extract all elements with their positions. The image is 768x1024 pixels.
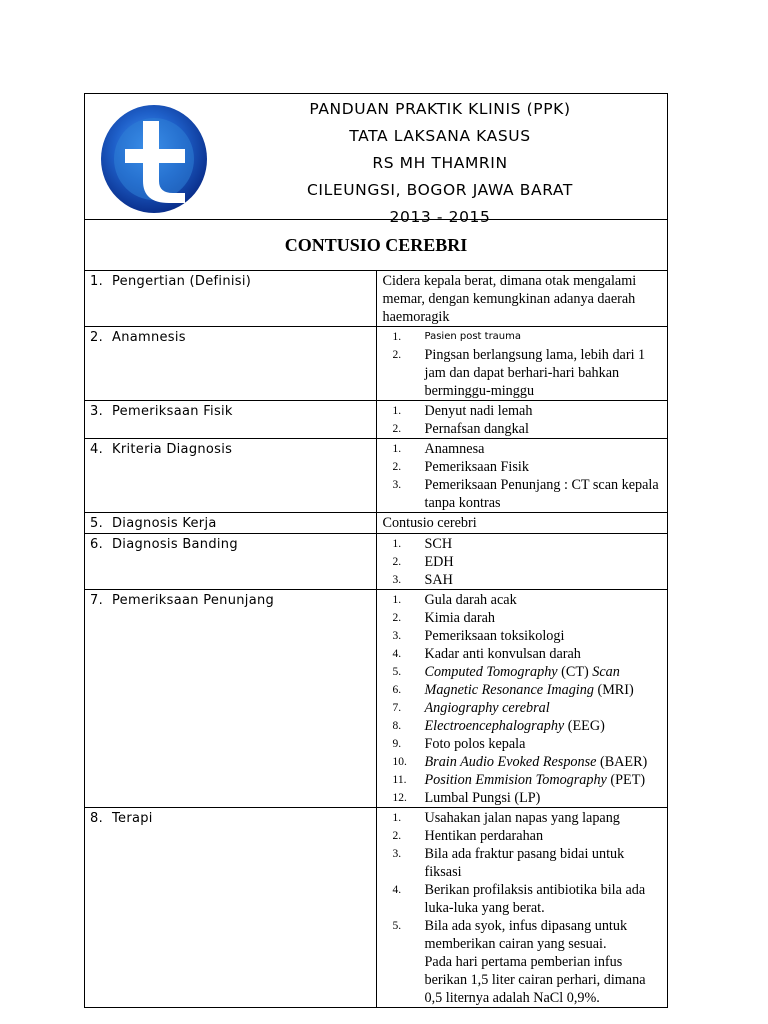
- list-item-number: 2.: [392, 423, 402, 435]
- item-segment: Pernafsan dangkal: [424, 421, 529, 437]
- item-segment: Bila ada syok, infus dipasang untuk memberikan cairan yang sesuai.: [424, 918, 628, 952]
- header-row: [85, 94, 668, 220]
- numbered-list: [383, 328, 662, 400]
- list-item-number: 1.: [392, 443, 402, 455]
- list-item-number: 2.: [392, 556, 402, 568]
- list-item-text: [425, 663, 662, 681]
- list-item-number: 5.: [392, 920, 402, 932]
- section-number: 5.: [90, 516, 104, 531]
- list-item-number: 4.: [392, 884, 402, 896]
- list-item-text: [425, 591, 662, 609]
- list-item-text: [425, 717, 662, 735]
- section-label-cell: [85, 590, 377, 808]
- list-item: [383, 458, 662, 476]
- header-line: 2013 - 2015: [389, 208, 491, 226]
- section-number: 6.: [90, 537, 104, 552]
- item-segment: (MRI): [593, 682, 634, 698]
- section-content-cell: [376, 808, 668, 1008]
- list-item-text: [425, 328, 662, 346]
- section-label-cell: [85, 327, 377, 401]
- item-segment: Kadar anti konvulsan darah: [424, 646, 581, 662]
- list-item-text: [425, 476, 662, 512]
- list-item-number: 7.: [392, 702, 402, 714]
- list-item: [383, 663, 662, 681]
- section-number: 8.: [90, 811, 104, 826]
- section-label: Pemeriksaan Fisik: [112, 404, 233, 419]
- list-item-text: [425, 553, 662, 571]
- list-item-text: [425, 735, 662, 753]
- list-item: [383, 827, 662, 845]
- section-number: 3.: [90, 404, 104, 419]
- list-item-number: 8.: [392, 720, 402, 732]
- list-item-number: 1.: [392, 812, 402, 824]
- item-segment: Berikan profilaksis antibiotika bila ada luka-luka yang berat.: [424, 882, 646, 916]
- list-item-number: 2.: [392, 349, 402, 361]
- list-item-number: 1.: [392, 538, 402, 550]
- item-segment: (BAER): [596, 754, 648, 770]
- item-segment: Denyut nadi lemah: [424, 403, 533, 419]
- list-item-number: 1.: [392, 405, 402, 417]
- numbered-list: [383, 440, 662, 512]
- section-content-cell: [376, 534, 668, 590]
- italic-term: Electroencephalography: [424, 718, 565, 734]
- hospital-logo-icon: [99, 103, 209, 215]
- list-item: [383, 440, 662, 458]
- list-item-number: 9.: [392, 738, 402, 750]
- list-item: [383, 535, 662, 553]
- item-segment: Pingsan berlangsung lama, lebih dari 1 jam dan dapat berhari-hari bahkan berminggu-minggu: [424, 347, 646, 399]
- section-content-cell: [376, 401, 668, 439]
- list-item-number: 10.: [392, 756, 407, 768]
- list-item-text: [425, 458, 662, 476]
- list-item-number: 4.: [392, 648, 402, 660]
- list-item: [383, 881, 662, 917]
- header-line: TATA LAKSANA KASUS: [349, 127, 531, 145]
- document-title: CONTUSIO CEREBRI: [85, 220, 668, 271]
- list-item-text: [425, 809, 662, 827]
- list-item-text: [425, 789, 662, 807]
- section-row: [85, 327, 668, 401]
- list-item-number: 12.: [392, 792, 407, 804]
- section-label-cell: [85, 271, 377, 327]
- item-segment: SCH: [424, 536, 453, 552]
- list-item-number: 5.: [392, 666, 402, 678]
- section-text: Contusio cerebri: [382, 515, 477, 531]
- numbered-list: [383, 402, 662, 438]
- section-row: [85, 513, 668, 534]
- item-segment: Pemeriksaan Penunjang : CT scan kepala tanpa kontras: [424, 477, 659, 511]
- section-label: Kriteria Diagnosis: [112, 442, 233, 457]
- section-label: Pengertian (Definisi): [112, 274, 252, 289]
- section-row: [85, 590, 668, 808]
- item-segment: Usahakan jalan napas yang lapang: [424, 810, 620, 826]
- list-item-number: 2.: [392, 461, 402, 473]
- italic-term: Angiography cerebral: [424, 700, 550, 716]
- section-row: [85, 439, 668, 513]
- list-item: [383, 553, 662, 571]
- header-line: PANDUAN PRAKTIK KLINIS (PPK): [309, 100, 571, 118]
- item-segment: Lumbal Pungsi (LP): [424, 790, 541, 806]
- list-item-text: [425, 645, 662, 663]
- list-item-text: [425, 845, 662, 881]
- section-label: Diagnosis Kerja: [112, 516, 217, 531]
- list-item-number: 2.: [392, 830, 402, 842]
- list-item-text: [425, 346, 662, 400]
- list-item-number: 1.: [392, 594, 402, 606]
- item-segment: Pemeriksaan Fisik: [424, 459, 529, 475]
- section-label-cell: [85, 513, 377, 534]
- list-item-text: [425, 699, 662, 717]
- header-text: [275, 96, 605, 231]
- section-content-cell: [376, 271, 668, 327]
- list-item: [383, 845, 662, 881]
- item-segment: (PET): [606, 772, 646, 788]
- list-item: [383, 789, 662, 807]
- section-row: [85, 401, 668, 439]
- list-item: [383, 809, 662, 827]
- list-item-text: [425, 627, 662, 645]
- section-content-cell: [376, 590, 668, 808]
- section-row: [85, 808, 668, 1008]
- list-item-number: 6.: [392, 684, 402, 696]
- list-item: [383, 346, 662, 400]
- section-number: 2.: [90, 330, 104, 345]
- list-item-text: [425, 571, 662, 589]
- item-segment: Bila ada fraktur pasang bidai untuk fiksasi: [424, 846, 625, 880]
- item-segment: Foto polos kepala: [424, 736, 526, 752]
- list-item-text: [425, 917, 662, 953]
- list-item: [383, 681, 662, 699]
- section-row: [85, 271, 668, 327]
- list-item-number: 3.: [392, 848, 402, 860]
- section-label-cell: [85, 401, 377, 439]
- list-item-number: 2.: [392, 612, 402, 624]
- section-number: 4.: [90, 442, 104, 457]
- list-item-text: [425, 535, 662, 553]
- section-row: [85, 534, 668, 590]
- list-item: [383, 917, 662, 953]
- header-line: RS MH THAMRIN: [372, 154, 508, 172]
- section-label: Diagnosis Banding: [112, 537, 238, 552]
- therapy-note: Pada hari pertama pemberian infus berikan 1,5 liter cairan perhari, dimana 0,5 liternya adalah NaCl 0,9%.: [424, 954, 646, 1006]
- list-item: [383, 571, 662, 589]
- item-segment: Pasien post trauma: [424, 331, 522, 342]
- list-item: [383, 609, 662, 627]
- item-segment: Hentikan perdarahan: [424, 828, 544, 844]
- list-item-text: [425, 681, 662, 699]
- section-label: Pemeriksaan Penunjang: [112, 593, 275, 608]
- item-segment: EDH: [424, 554, 454, 570]
- item-segment: Gula darah acak: [424, 592, 517, 608]
- list-item-number: 11.: [392, 774, 407, 786]
- list-item: [383, 591, 662, 609]
- list-item-text: [425, 402, 662, 420]
- item-segment: (CT): [557, 664, 593, 680]
- ppk-document-table: [84, 93, 668, 1008]
- italic-term: Brain Audio Evoked Response: [424, 754, 597, 770]
- list-item: [383, 420, 662, 438]
- list-item: [383, 753, 662, 771]
- numbered-list: [383, 535, 662, 589]
- numbered-list: [383, 591, 662, 807]
- italic-term: Position Emmision Tomography: [424, 772, 607, 788]
- italic-term: Magnetic Resonance Imaging: [424, 682, 594, 698]
- list-item-text: [425, 827, 662, 845]
- list-item-text: [425, 881, 662, 917]
- section-label-cell: [85, 808, 377, 1008]
- section-content-cell: [376, 439, 668, 513]
- item-segment: (EEG): [564, 718, 605, 734]
- list-item-number: 3.: [392, 630, 402, 642]
- item-segment: Anamnesa: [424, 441, 485, 457]
- list-item: [383, 771, 662, 789]
- section-label: Anamnesis: [112, 330, 186, 345]
- header-line: CILEUNGSI, BOGOR JAWA BARAT: [306, 181, 574, 199]
- list-item: [383, 735, 662, 753]
- item-segment: SAH: [424, 572, 453, 588]
- section-number: 7.: [90, 593, 104, 608]
- list-item-number: 1.: [392, 331, 402, 343]
- list-item: [383, 699, 662, 717]
- list-item-text: [425, 771, 662, 789]
- section-content-cell: [376, 513, 668, 534]
- item-segment: Pemeriksaan toksikologi: [424, 628, 565, 644]
- section-label-cell: [85, 439, 377, 513]
- list-item-text: [425, 420, 662, 438]
- list-item-number: 3.: [392, 479, 402, 491]
- list-item: [383, 328, 662, 346]
- section-number: 1.: [90, 274, 104, 289]
- sections-body: [85, 271, 668, 1008]
- section-content-cell: [376, 327, 668, 401]
- list-item-text: [425, 609, 662, 627]
- list-item: [383, 627, 662, 645]
- list-item-number: 3.: [392, 574, 402, 586]
- list-item-text: [425, 753, 662, 771]
- list-item: [383, 645, 662, 663]
- italic-term: Computed Tomography: [424, 664, 558, 680]
- italic-term: Scan: [592, 664, 620, 680]
- list-item: [383, 402, 662, 420]
- list-item: [383, 717, 662, 735]
- section-text: Cidera kepala berat, dimana otak mengalami memar, dengan kemungkinan adanya daerah haemoragik: [382, 273, 637, 325]
- section-label: Terapi: [112, 811, 153, 826]
- list-item-text: [425, 440, 662, 458]
- section-label-cell: [85, 534, 377, 590]
- list-item: [383, 476, 662, 512]
- item-segment: Kimia darah: [424, 610, 496, 626]
- header-cell: [85, 94, 668, 226]
- numbered-list: [383, 809, 662, 953]
